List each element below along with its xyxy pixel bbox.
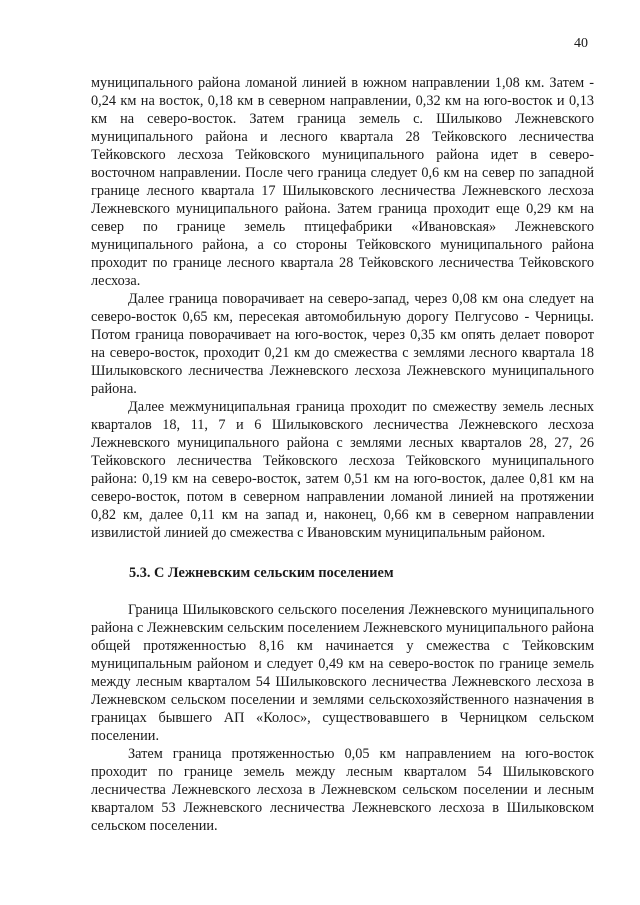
paragraph-boundary-continuation: муниципального района ломаной линией в южном направлении 1,08 км. Затем - 0,24 км на восток, 0,18 км в северном направлении, 0,32 км на юго-восток и 0,13 км на северо-восток. Затем граница земель с. Шилыково Лежневского муниципального района и лесного квартала 28 Тейковского лесничества Тейковского лесхоза Тейковского муниципального района идет в северо-восточном направлении. После чего граница следует 0,6 км на север по западной границе лесного квартала 17 Шилыковского лесничества Лежневского лесхоза Лежневского муниципального района. Затем граница проходит еще 0,29 км на север по границе земель птицефабрики «Ивановская» Лежневского муниципального района, а со стороны Тейковского муниципального района проходит по границе лесного квартала 28 Тейковского лесничества Тейковского лесхоза. (91, 75, 594, 289)
paragraph-lezhnevo-boundary-southeast: Затем граница протяженностью 0,05 км направлением на юго-восток проходит по границе земель между лесным кварталом 54 Шилыковского лесничества Лежневского лесхоза в Лежневском сельском поселении и лесным кварталом 53 Лежневского лесничества Лежневского лесхоза в Шилыковском сельском поселении. (91, 746, 594, 834)
page-number: 40 (574, 36, 588, 51)
paragraph-lezhnevo-boundary-start: Граница Шилыковского сельского поселения Лежневского муниципального района с Лежневским сельским поселением Лежневского муниципального района общей протяженностью 8,16 км начинается у смежества с Тейковским муниципальным районом и следует 0,49 км на северо-восток по границе земель между лесным кварталом 54 Шилыковского лесничества Лежневского лесхоза в Лежневском сельском поселении и землями сельскохозяйственного назначения в границах бывшего АП «Колос», существовавшего в Черницком сельском поселении. (91, 602, 594, 744)
section-heading: 5.3. С Лежневским сельским поселением (129, 565, 394, 581)
document-body (91, 74, 594, 835)
paragraph-intermunicipal-boundary: Далее межмуниципальная граница проходит по смежеству земель лесных кварталов 18, 11, 7 и 6 Шилыковского лесничества Лежневского лесхоза Лежневского муниципального района с землями лесных кварталов 28, 27, 26 Тейковского лесничества Тейковского лесхоза Тейковского муниципального района: 0,19 км на северо-восток, затем 0,51 км на юго-восток, далее 0,81 км на северо-восток, потом в северном направлении ломаной линией на протяжении 0,82 км, далее 0,11 км на запад и, наконец, 0,66 км в северном направлении извилистой линией до смежества с Ивановским муниципальным районом. (91, 399, 594, 541)
paragraph-northwest-turn: Далее граница поворачивает на северо-запад, через 0,08 км она следует на северо-восток 0,65 км, пересекая автомобильную дорогу Пелгусово - Черницы. Потом граница поворачивает на юго-восток, через 0,35 км опять делает поворот на северо-восток, проходит 0,21 км до смежества с землями лесного квартала 18 Шилыковского лесничества Лежневского лесхоза Лежневского муниципального района. (91, 291, 594, 397)
